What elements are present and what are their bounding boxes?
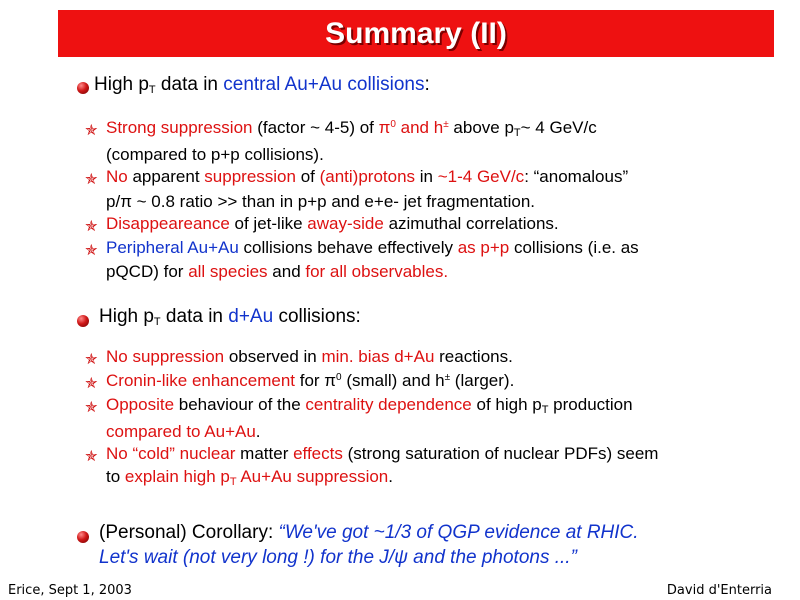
text: of jet-like — [229, 214, 308, 233]
heading-text: data in — [155, 74, 224, 95]
highlight: ~1-4 GeV/c — [437, 167, 525, 186]
subscript: T — [541, 404, 549, 416]
superscript: 0 — [336, 372, 342, 383]
text: ~ 4 GeV/c — [520, 118, 597, 137]
star-bullet-icon: ✯ — [85, 171, 98, 188]
section-heading-dau — [99, 306, 361, 328]
item-line — [106, 347, 513, 367]
star-bullet-icon: ✯ — [85, 351, 98, 368]
heading-text: data in — [160, 306, 229, 327]
footer-right: David d'Enterria — [666, 583, 772, 598]
subscript: T — [229, 476, 237, 488]
superscript: 0 — [390, 119, 396, 130]
highlight: No suppression — [106, 347, 225, 366]
text: . — [388, 467, 393, 486]
text: (small) and h — [341, 371, 445, 390]
bullet-sphere-icon — [77, 531, 89, 543]
text: matter — [235, 444, 294, 463]
text: of — [295, 167, 320, 186]
highlight: centrality dependence — [305, 395, 472, 414]
pi-symbol: π — [324, 371, 337, 390]
item-line — [106, 118, 597, 139]
subscript: T — [148, 84, 156, 96]
text: (factor ~ 4-5) of — [252, 118, 379, 137]
text: above p — [448, 118, 514, 137]
subscript: T — [153, 316, 161, 328]
text: p/ — [106, 192, 121, 211]
text: . — [255, 422, 261, 441]
item-line — [106, 167, 628, 187]
star-bullet-icon: ✯ — [85, 122, 98, 139]
superscript: ± — [443, 119, 449, 130]
heading-highlight: d+Au — [228, 306, 274, 327]
item-line — [106, 214, 559, 234]
item-line — [106, 262, 448, 282]
highlight-blue: Peripheral Au+Au — [106, 238, 239, 257]
text: to — [106, 467, 125, 486]
highlight: Au+Au suppression — [236, 467, 389, 486]
bullet-sphere-icon — [77, 315, 89, 327]
heading-text: High p — [94, 74, 149, 95]
pi-symbol: π — [378, 118, 391, 137]
text: (Personal) Corollary: — [99, 522, 279, 543]
text: in — [415, 167, 438, 186]
heading-text: collisions: — [273, 306, 361, 327]
highlight: Opposite — [106, 395, 175, 414]
highlight: explain high p — [124, 467, 230, 486]
item-line — [106, 422, 261, 442]
text: pQCD) for — [106, 262, 189, 281]
heading-text: : — [424, 74, 430, 95]
highlight: effects — [293, 444, 343, 463]
subscript: T — [513, 127, 521, 139]
text: collisions (i.e. as — [509, 238, 639, 257]
highlight: min. bias d+Au — [321, 347, 435, 366]
text: apparent — [127, 167, 205, 186]
highlight: Strong suppression — [106, 118, 253, 137]
heading-text: High p — [99, 306, 154, 327]
highlight: compared to Au+Au — [106, 422, 256, 441]
bullet-sphere-icon — [77, 82, 89, 94]
text: observed in — [224, 347, 322, 366]
highlight: (anti)protons — [319, 167, 416, 186]
superscript: ± — [444, 372, 451, 383]
text: for — [295, 371, 325, 390]
highlight: Cronin-like enhancement — [106, 371, 295, 390]
text: reactions. — [434, 347, 513, 366]
title-bar — [58, 10, 774, 57]
highlight: all species — [188, 262, 268, 281]
corollary-quote: “We've got ~1/3 of QGP evidence at RHIC. — [278, 522, 639, 543]
text: production — [548, 395, 633, 414]
text: and — [267, 262, 306, 281]
text: (larger). — [450, 371, 515, 390]
highlight: Disappeareance — [106, 214, 230, 233]
star-bullet-icon: ✯ — [85, 375, 98, 392]
footer-left: Erice, Sept 1, 2003 — [8, 583, 132, 598]
text: collisions behave effectively — [238, 238, 458, 257]
text: behaviour of the — [174, 395, 306, 414]
item-line — [106, 467, 393, 488]
highlight: No — [106, 167, 128, 186]
text: ~ 0.8 ratio >> than in p+p and e+e- jet fragmentation. — [131, 192, 536, 211]
star-bullet-icon: ✯ — [85, 448, 98, 465]
corollary-line-1 — [99, 522, 639, 544]
text: : “anomalous” — [524, 167, 629, 186]
star-bullet-icon: ✯ — [85, 218, 98, 235]
highlight: away-side — [307, 214, 384, 233]
highlight: and h — [395, 118, 444, 137]
item-line — [106, 395, 633, 416]
item-line — [106, 371, 514, 391]
corollary-line-2: Let's wait (not very long !) for the J/ψ and the photons ...” — [99, 547, 577, 568]
pi-symbol: π — [120, 192, 132, 211]
item-line: (compared to p+p collisions). — [106, 145, 324, 164]
item-line — [106, 444, 658, 464]
heading-highlight: central Au+Au collisions — [223, 74, 425, 95]
item-line — [106, 192, 535, 212]
text: (strong saturation of nuclear PDFs) seem — [342, 444, 659, 463]
highlight: No “cold” nuclear — [106, 444, 236, 463]
star-bullet-icon: ✯ — [85, 399, 98, 416]
text: of high p — [471, 395, 542, 414]
text: azimuthal correlations. — [383, 214, 559, 233]
highlight: suppression — [204, 167, 296, 186]
item-line — [106, 238, 639, 258]
slide-title: Summary (II) — [325, 17, 507, 50]
section-heading-central-auau — [94, 74, 430, 96]
star-bullet-icon: ✯ — [85, 242, 98, 259]
highlight: for all observables. — [305, 262, 449, 281]
highlight: as p+p — [457, 238, 510, 257]
